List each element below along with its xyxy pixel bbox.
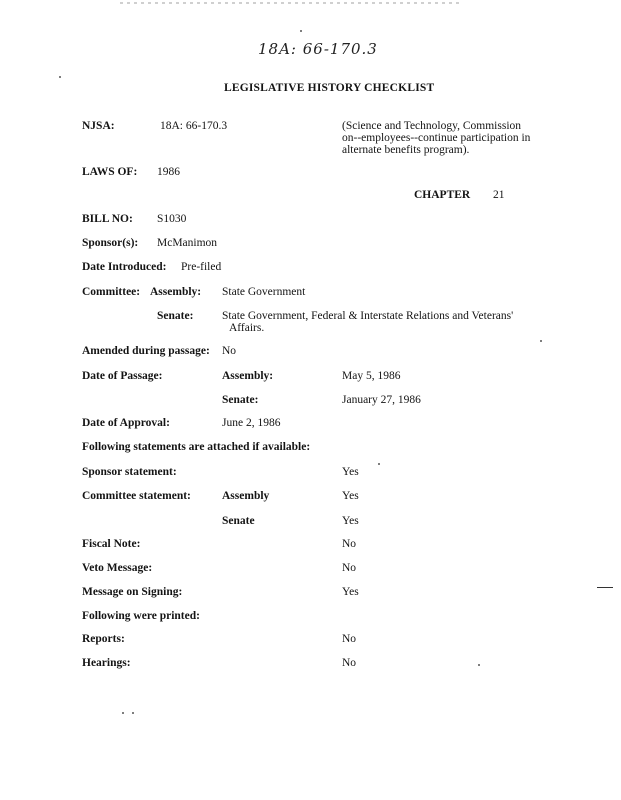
scan-mark xyxy=(597,587,613,588)
scan-speck xyxy=(540,340,542,342)
sponsor-statement-label: Sponsor statement: xyxy=(82,466,177,478)
bill-no-label: BILL NO: xyxy=(82,213,133,225)
amended-value: No xyxy=(222,345,237,357)
njsa-description-line-1: (Science and Technology, Commission xyxy=(342,120,522,132)
njsa-label: NJSA: xyxy=(82,120,115,132)
date-introduced-label: Date Introduced: xyxy=(82,261,167,273)
fiscal-note-value: No xyxy=(342,538,357,550)
page-title: LEGISLATIVE HISTORY CHECKLIST xyxy=(224,82,435,94)
committee-statement-senate-label: Senate xyxy=(222,515,255,527)
message-on-signing-label: Message on Signing: xyxy=(82,586,183,598)
reports-value: No xyxy=(342,633,357,645)
njsa-description-line-2: on--employees--continue participation in xyxy=(342,132,531,144)
chapter-label: CHAPTER xyxy=(414,189,471,201)
passage-senate-value: January 27, 1986 xyxy=(342,394,421,406)
sponsors-label: Sponsor(s): xyxy=(82,237,139,249)
bill-no-value: S1030 xyxy=(157,213,187,225)
committee-senate-label: Senate: xyxy=(157,310,194,322)
scan-speck xyxy=(478,664,480,666)
passage-senate-label: Senate: xyxy=(222,394,259,406)
scan-speck xyxy=(59,76,61,78)
committee-label: Committee: xyxy=(82,286,141,298)
scan-artifact xyxy=(120,2,460,4)
sponsors-value: McManimon xyxy=(157,237,218,249)
committee-statement-assembly-label: Assembly xyxy=(222,490,270,502)
scan-speck xyxy=(300,30,302,32)
scan-speck xyxy=(122,712,124,714)
veto-message-label: Veto Message: xyxy=(82,562,153,574)
veto-message-value: No xyxy=(342,562,357,574)
committee-assembly-label: Assembly: xyxy=(150,286,202,298)
sponsor-statement-value: Yes xyxy=(342,466,359,478)
following-attached-heading: Following statements are attached if available: xyxy=(82,441,311,453)
date-introduced-value: Pre-filed xyxy=(181,261,222,273)
committee-senate-value-line-1: State Government, Federal & Interstate Relations and Veterans' xyxy=(222,310,514,322)
committee-statement-assembly-value: Yes xyxy=(342,490,359,502)
fiscal-note-label: Fiscal Note: xyxy=(82,538,141,550)
amended-label: Amended during passage: xyxy=(82,345,210,357)
committee-senate-value-line-2: Affairs. xyxy=(229,322,265,334)
committee-statement-label: Committee statement: xyxy=(82,490,191,502)
laws-of-label: LAWS OF: xyxy=(82,166,138,178)
chapter-value: 21 xyxy=(493,189,505,201)
handwritten-reference: 18A: 66-170.3 xyxy=(258,40,378,58)
scan-speck xyxy=(132,712,134,714)
committee-assembly-value: State Government xyxy=(222,286,306,298)
passage-assembly-value: May 5, 1986 xyxy=(342,370,401,382)
committee-statement-senate-value: Yes xyxy=(342,515,359,527)
hearings-label: Hearings: xyxy=(82,657,131,669)
laws-of-value: 1986 xyxy=(157,166,180,178)
hearings-value: No xyxy=(342,657,357,669)
njsa-description-line-3: alternate benefits program). xyxy=(342,144,470,156)
date-of-approval-label: Date of Approval: xyxy=(82,417,170,429)
date-of-passage-label: Date of Passage: xyxy=(82,370,163,382)
message-on-signing-value: Yes xyxy=(342,586,359,598)
date-of-approval-value: June 2, 1986 xyxy=(222,417,281,429)
following-printed-heading: Following were printed: xyxy=(82,610,200,622)
reports-label: Reports: xyxy=(82,633,125,645)
passage-assembly-label: Assembly: xyxy=(222,370,274,382)
scan-speck xyxy=(378,463,380,465)
njsa-value: 18A: 66-170.3 xyxy=(160,120,228,132)
